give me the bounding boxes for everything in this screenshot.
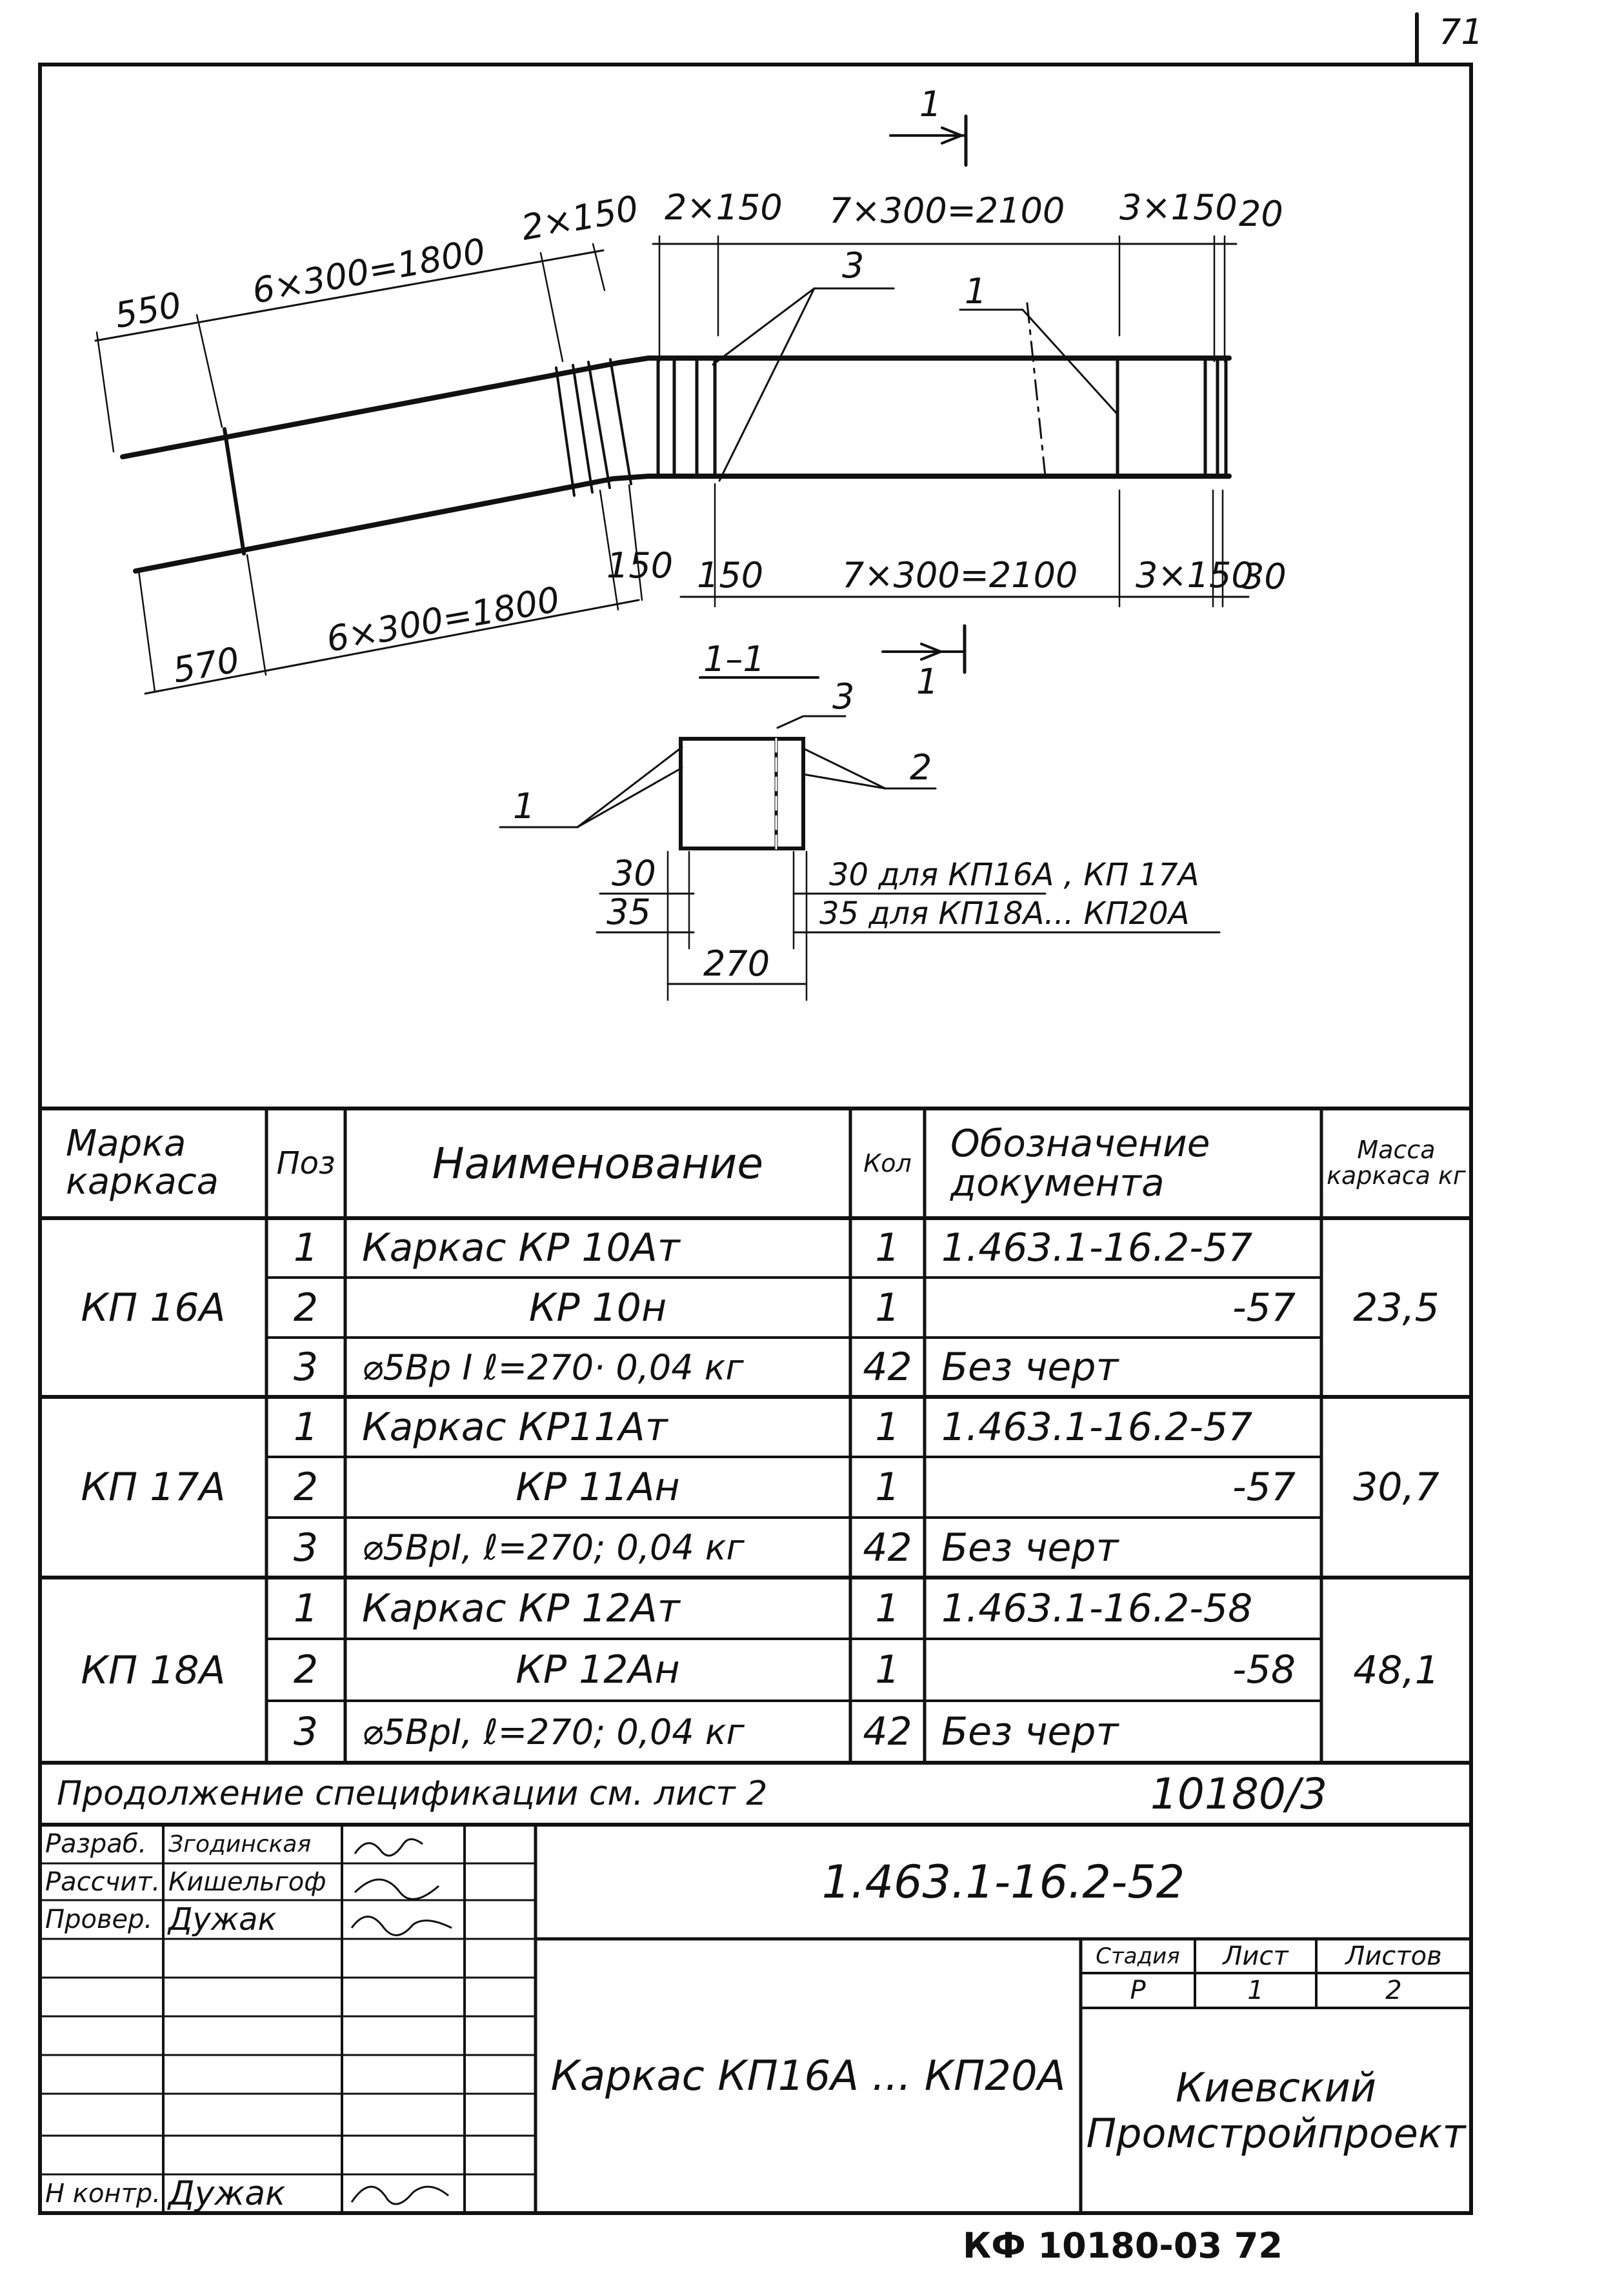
dim-2x150-upper-left: 2×150 xyxy=(518,188,642,248)
row-doc: -58 xyxy=(1232,1647,1296,1692)
role-label: Разраб. xyxy=(45,1829,147,1859)
row-qty: 1 xyxy=(875,1465,900,1510)
row-qty: 1 xyxy=(875,1647,900,1692)
row-name: ⌀5ВрI, ℓ=270; 0,04 кг xyxy=(362,1711,745,1752)
organization: Киевский Промстройпроект xyxy=(1086,2063,1466,2157)
row-qty: 42 xyxy=(863,1525,912,1570)
header-doc: Обозначение документа xyxy=(950,1121,1210,1205)
row-doc: Без черт xyxy=(941,1525,1119,1570)
group-mark: КП 17А xyxy=(81,1465,226,1510)
row-pos: 3 xyxy=(293,1345,319,1390)
row-name: КР 11Ан xyxy=(516,1465,680,1510)
row-qty: 1 xyxy=(875,1404,900,1450)
row-doc: Без черт xyxy=(941,1709,1119,1754)
row-pos: 1 xyxy=(293,1225,319,1270)
row-name: Каркас КР 10Ат xyxy=(362,1225,680,1270)
row-name: ⌀5Вр I ℓ=270· 0,04 кг xyxy=(362,1347,744,1388)
row-doc: Без черт xyxy=(941,1345,1119,1390)
section-arrow-number: 1 xyxy=(916,661,939,702)
signature-icon xyxy=(352,2187,448,2204)
dim-3x150-lower: 3×150 xyxy=(1136,555,1254,596)
designation: 1.463.1-16.2-52 xyxy=(821,1855,1185,1909)
signature-icon xyxy=(355,1880,439,1899)
row-name: ⌀5ВрI, ℓ=270; 0,04 кг xyxy=(362,1527,745,1568)
drawing-title: Каркас КП16А ... КП20А xyxy=(550,2052,1066,2100)
dim-7x300-upper: 7×300=2100 xyxy=(829,190,1065,231)
group-mark: КП 16А xyxy=(81,1285,226,1330)
signatures xyxy=(342,1825,465,2213)
role-name: Кишельгоф xyxy=(168,1867,326,1897)
header-mark: Марка каркаса xyxy=(66,1123,219,1203)
sheet-label: Лист xyxy=(1223,1941,1288,1971)
section-dim-35: 35 xyxy=(606,892,651,932)
stage-label: Стадия xyxy=(1096,1943,1180,1969)
row-pos: 3 xyxy=(293,1709,319,1754)
leader-1-label: 1 xyxy=(965,271,987,312)
row-pos: 2 xyxy=(293,1285,319,1330)
section-dim-270: 270 xyxy=(703,943,770,984)
sheets-value: 2 xyxy=(1385,1976,1402,2005)
row-pos: 1 xyxy=(293,1404,319,1450)
section-note-30: 30 для КП16А , КП 17А xyxy=(829,857,1199,893)
row-name: Каркас КР11Ат xyxy=(362,1404,668,1450)
section-leader-1: 1 xyxy=(513,786,536,827)
row-name: КР 10н xyxy=(528,1285,667,1330)
dim-30-lower: 30 xyxy=(1242,556,1287,597)
continuation-note: Продолжение спецификации см. лист 2 xyxy=(57,1774,768,1813)
row-qty: 1 xyxy=(875,1585,900,1631)
role-name: Дужак xyxy=(168,1901,277,1938)
section-mark-top: 1 xyxy=(919,84,942,125)
dim-2x150-upper-right: 2×150 xyxy=(665,187,783,228)
row-qty: 1 xyxy=(875,1285,900,1330)
row-qty: 42 xyxy=(863,1345,912,1390)
bottom-code: КФ 10180-03 72 xyxy=(963,2225,1283,2266)
dim-20: 20 xyxy=(1239,194,1283,234)
role-label: Рассчит. xyxy=(45,1867,161,1897)
sheet-value: 1 xyxy=(1247,1976,1264,2005)
section-leader-3: 3 xyxy=(832,676,855,717)
row-name: Каркас КР 12Ат xyxy=(362,1585,680,1631)
header-name: Наименование xyxy=(432,1138,763,1188)
header-mass: Масса каркаса кг xyxy=(1327,1136,1466,1190)
role-label: Провер. xyxy=(45,1905,153,1934)
role-name: Згодинская xyxy=(168,1830,312,1858)
group-mass: 23,5 xyxy=(1353,1285,1439,1330)
section-title: 1–1 xyxy=(703,639,765,679)
group-mass: 48,1 xyxy=(1353,1647,1439,1693)
dim-570: 570 xyxy=(170,639,243,691)
section-dim-30: 30 xyxy=(612,853,656,894)
dim-7x300-lower: 7×300=2100 xyxy=(842,555,1078,596)
row-doc: 1.463.1-16.2-57 xyxy=(941,1404,1253,1450)
group-mass: 30,7 xyxy=(1353,1465,1439,1510)
row-qty: 42 xyxy=(863,1709,912,1754)
inventory-number: 10180/3 xyxy=(1150,1769,1328,1819)
role-label: Н контр. xyxy=(45,2179,161,2209)
dim-150-lower-right: 150 xyxy=(697,555,764,596)
section-note-35: 35 для КП18А... КП20А xyxy=(819,896,1190,932)
group-mark: КП 18А xyxy=(81,1647,226,1693)
leader-3-label: 3 xyxy=(842,245,865,286)
header-qty: Кол xyxy=(863,1149,912,1178)
row-doc: -57 xyxy=(1232,1465,1296,1510)
row-qty: 1 xyxy=(875,1225,900,1270)
dim-6x300-lower: 6×300=1800 xyxy=(323,579,563,660)
dim-150-lower-left: 150 xyxy=(606,545,674,586)
header-pos: Поз xyxy=(276,1145,336,1181)
row-pos: 2 xyxy=(293,1647,319,1692)
sheet-corner-number: 71 xyxy=(1439,12,1483,52)
sheets-label: Листов xyxy=(1345,1941,1442,1971)
row-doc: -57 xyxy=(1232,1285,1296,1330)
row-pos: 1 xyxy=(293,1585,319,1631)
signature-icon xyxy=(352,1917,452,1936)
dim-550: 550 xyxy=(112,284,185,336)
role-name: Дужак xyxy=(168,2174,286,2213)
row-doc: 1.463.1-16.2-58 xyxy=(941,1585,1253,1631)
row-name: КР 12Ан xyxy=(516,1647,680,1692)
section-leader-2: 2 xyxy=(910,747,932,788)
dim-3x150-upper: 3×150 xyxy=(1119,187,1238,228)
signature-icon xyxy=(355,1840,423,1856)
row-doc: 1.463.1-16.2-57 xyxy=(941,1225,1253,1270)
stage-value: Р xyxy=(1130,1976,1146,2005)
dim-6x300-upper: 6×300=1800 xyxy=(249,230,489,312)
row-pos: 3 xyxy=(293,1525,319,1570)
row-pos: 2 xyxy=(293,1465,319,1510)
